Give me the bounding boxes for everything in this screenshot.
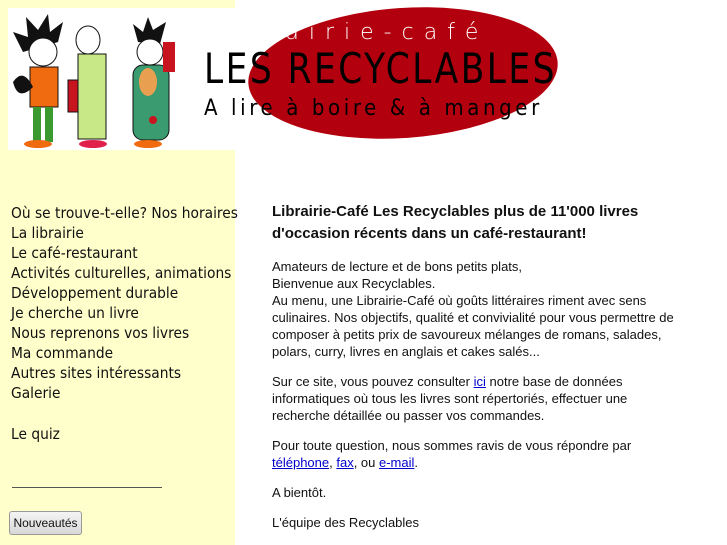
text: notre base de données informatiques où tous les livres sont répertoriés, effectuer une recherche détaillée ou passer vos commandes. bbox=[272, 374, 628, 423]
logo-subtitle: Librairie-café bbox=[204, 20, 489, 45]
sidebar-nav bbox=[11, 203, 258, 444]
text: . bbox=[414, 455, 419, 470]
site-logo[interactable] bbox=[8, 8, 688, 150]
email-link[interactable]: e-mail bbox=[379, 455, 415, 470]
phone-link[interactable]: téléphone bbox=[272, 455, 330, 470]
signature: L'équipe des Recyclables bbox=[272, 515, 420, 530]
nav-quiz[interactable]: Le quiz bbox=[11, 425, 60, 443]
nav-other-sites[interactable]: Autres sites intéressants bbox=[11, 364, 182, 382]
intro-line-1: Amateurs de lecture et de bons petits plats, bbox=[272, 259, 523, 274]
nav-sustainable-development[interactable]: Développement durable bbox=[11, 284, 179, 302]
news-button[interactable]: Nouveautés bbox=[9, 511, 82, 535]
text: , bbox=[329, 455, 337, 470]
page-title: Librairie-Café Les Recyclables plus de 11'000 livres d'occasion récents dans un café-restaurant! bbox=[272, 203, 639, 242]
nav-my-order[interactable]: Ma commande bbox=[11, 344, 114, 362]
nav-cultural-activities[interactable]: Activités culturelles, animations bbox=[11, 264, 232, 282]
text: , ou bbox=[353, 455, 379, 470]
nav-bookshop[interactable]: La librairie bbox=[11, 224, 84, 242]
nav-cafe-restaurant[interactable]: Le café-restaurant bbox=[11, 244, 138, 262]
logo-tagline: A lire à boire & à manger bbox=[204, 96, 543, 121]
farewell: A bientôt. bbox=[272, 485, 327, 500]
nav-location-hours[interactable]: Où se trouve-t-elle? Nos horaires bbox=[11, 204, 238, 222]
logo-title: LES RECYCLABLES bbox=[204, 44, 557, 93]
nav-search-book[interactable]: Je cherche un livre bbox=[11, 304, 139, 322]
database-link[interactable]: ici bbox=[473, 374, 486, 389]
fax-link[interactable]: fax bbox=[336, 455, 354, 470]
database-paragraph bbox=[272, 373, 682, 424]
contact-paragraph bbox=[272, 437, 682, 471]
main-content bbox=[272, 201, 682, 544]
text: Sur ce site, vous pouvez consulter bbox=[272, 374, 474, 389]
nav-buyback-books[interactable]: Nous reprenons vos livres bbox=[11, 324, 190, 342]
intro-paragraph bbox=[272, 258, 682, 360]
intro-line-3: Au menu, une Librairie-Café où goûts littéraires riment avec sens culinaires. Nos objectifs, qualité et convivialité pour vous permettre de composer à petits prix de savoureux mélanges de romans, salades, polars, curry, livres en anglais et cakes salés... bbox=[272, 293, 674, 359]
text: Pour toute question, nous sommes ravis de vous répondre par bbox=[272, 438, 632, 453]
nav-gallery[interactable]: Galerie bbox=[11, 384, 61, 402]
divider bbox=[12, 487, 162, 488]
intro-line-2: Bienvenue aux Recyclables. bbox=[272, 276, 436, 291]
